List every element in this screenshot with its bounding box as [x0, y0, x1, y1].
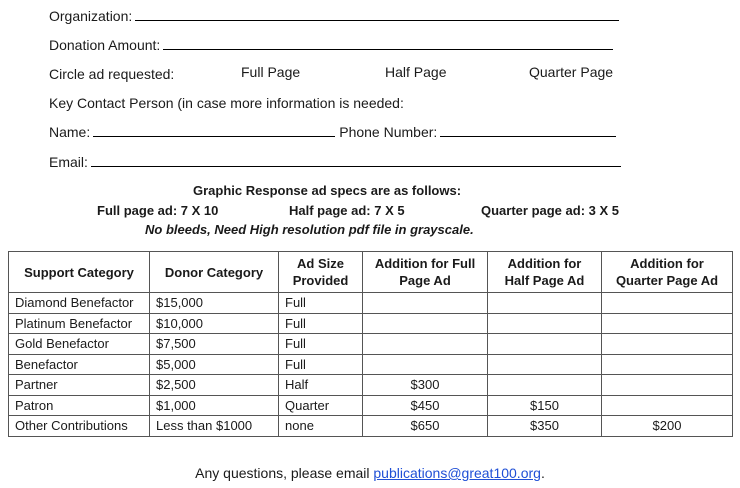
circle-option-quarter[interactable]: Quarter Page — [529, 64, 614, 80]
organization-row — [49, 4, 619, 24]
email-label: Email: — [49, 154, 88, 170]
header-donor-category: Donor Category — [150, 252, 279, 293]
table-cell: $350 — [488, 416, 602, 437]
table-cell: none — [279, 416, 363, 437]
table-cell: Full — [279, 313, 363, 334]
table-cell — [602, 375, 733, 396]
footer-end: . — [540, 465, 545, 481]
table-cell — [602, 354, 733, 375]
table-cell: Less than $1000 — [150, 416, 279, 437]
table-row — [9, 293, 733, 314]
email-row — [49, 150, 621, 170]
spec-full: Full page ad: 7 X 10 — [97, 203, 219, 218]
table-cell: Patron — [9, 395, 150, 416]
donation-field[interactable] — [163, 48, 613, 50]
table-row — [9, 354, 733, 375]
table-cell: $300 — [363, 375, 488, 396]
table-cell: Full — [279, 354, 363, 375]
donation-label: Donation Amount: — [49, 37, 161, 53]
table-cell: $150 — [488, 395, 602, 416]
header-addition-full: Addition for Full Page Ad — [363, 252, 488, 293]
table-cell — [602, 334, 733, 355]
specs-title: Graphic Response ad specs are as follows: — [193, 183, 462, 198]
organization-field[interactable] — [135, 19, 619, 21]
footer-text: Any questions, please email — [195, 465, 374, 481]
circle-option-half[interactable]: Half Page — [385, 64, 447, 80]
table-cell: $200 — [602, 416, 733, 437]
table-cell: Benefactor — [9, 354, 150, 375]
contact-label: Key Contact Person (in case more information is needed: — [49, 95, 404, 111]
table-cell — [602, 293, 733, 314]
header-addition-half: Addition for Half Page Ad — [488, 252, 602, 293]
table-cell: $2,500 — [150, 375, 279, 396]
table-cell: $650 — [363, 416, 488, 437]
email-link[interactable]: publications@great100.org — [373, 465, 541, 481]
table-cell: $10,000 — [150, 313, 279, 334]
spec-half: Half page ad: 7 X 5 — [289, 203, 405, 218]
table-cell: Full — [279, 293, 363, 314]
phone-field[interactable] — [440, 135, 616, 137]
table-cell — [363, 334, 488, 355]
table-cell — [363, 313, 488, 334]
table-cell — [363, 354, 488, 375]
table-cell — [488, 375, 602, 396]
table-header-row — [9, 252, 733, 293]
table-cell: Gold Benefactor — [9, 334, 150, 355]
table-cell — [488, 293, 602, 314]
table-cell — [488, 313, 602, 334]
table-cell: $5,000 — [150, 354, 279, 375]
organization-label: Organization: — [49, 8, 133, 24]
table-cell: Quarter — [279, 395, 363, 416]
circle-row — [49, 62, 174, 82]
table-cell: $15,000 — [150, 293, 279, 314]
table-cell: Other Contributions — [9, 416, 150, 437]
table-cell — [602, 395, 733, 416]
header-support-category: Support Category — [9, 252, 150, 293]
sponsorship-table — [8, 251, 733, 437]
table-cell — [488, 354, 602, 375]
table-cell: Full — [279, 334, 363, 355]
donation-row — [49, 33, 613, 53]
table-row — [9, 395, 733, 416]
table-row — [9, 334, 733, 355]
spec-quarter: Quarter page ad: 3 X 5 — [481, 203, 619, 218]
circle-label: Circle ad requested: — [49, 66, 175, 82]
table-cell: Partner — [9, 375, 150, 396]
footer — [0, 465, 740, 481]
table-cell: $1,000 — [150, 395, 279, 416]
table-cell: Platinum Benefactor — [9, 313, 150, 334]
table-cell — [363, 293, 488, 314]
table-row — [9, 416, 733, 437]
table-cell: Diamond Benefactor — [9, 293, 150, 314]
header-ad-size: Ad Size Provided — [279, 252, 363, 293]
name-phone-row — [49, 120, 616, 140]
name-label: Name: — [49, 124, 91, 140]
table-row — [9, 375, 733, 396]
table-row — [9, 313, 733, 334]
table-cell: Half — [279, 375, 363, 396]
table-cell — [602, 313, 733, 334]
name-field[interactable] — [93, 135, 335, 137]
table-cell — [488, 334, 602, 355]
specs-note: No bleeds, Need High resolution pdf file in grayscale. — [145, 222, 474, 237]
table-cell: $7,500 — [150, 334, 279, 355]
table-cell: $450 — [363, 395, 488, 416]
header-addition-quarter: Addition for Quarter Page Ad — [602, 252, 733, 293]
circle-option-full[interactable]: Full Page — [241, 64, 301, 80]
contact-row — [49, 91, 404, 111]
phone-label: Phone Number: — [339, 124, 438, 140]
email-field[interactable] — [91, 165, 621, 167]
